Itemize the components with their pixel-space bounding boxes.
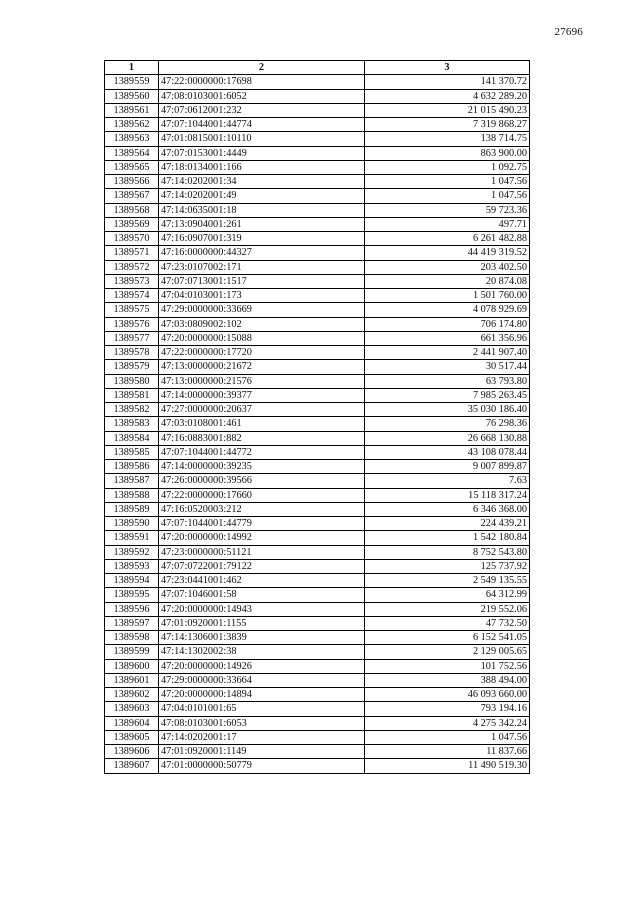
table-row [105,688,530,702]
amount-cell: 863 900.00 [365,146,530,160]
amount-cell: 2 441 907.40 [365,346,530,360]
row-id-cell: 1389597 [105,616,159,630]
amount-cell: 11 837.66 [365,745,530,759]
row-id-cell: 1389562 [105,118,159,132]
row-id-cell: 1389583 [105,417,159,431]
row-id-cell: 1389596 [105,602,159,616]
amount-cell: 35 030 186.40 [365,403,530,417]
cadastral-number-cell: 47:07:0612001:232 [159,103,365,117]
cadastral-number-cell: 47:23:0107002:171 [159,260,365,274]
row-id-cell: 1389595 [105,588,159,602]
amount-cell: 6 152 541.05 [365,631,530,645]
table-header-row [105,61,530,75]
table-row [105,89,530,103]
table-row [105,673,530,687]
table-row [105,289,530,303]
cadastral-number-cell: 47:20:0000000:14992 [159,531,365,545]
row-id-cell: 1389581 [105,388,159,402]
cadastral-number-cell: 47:07:1044001:44779 [159,517,365,531]
amount-cell: 6 261 482.88 [365,232,530,246]
amount-cell: 203 402.50 [365,260,530,274]
cadastral-number-cell: 47:22:0000000:17698 [159,75,365,89]
table-row [105,759,530,773]
amount-cell: 497.71 [365,217,530,231]
cadastral-number-cell: 47:20:0000000:14894 [159,688,365,702]
column-header-2: 2 [159,61,365,75]
data-table [104,60,530,774]
amount-cell: 793 194.16 [365,702,530,716]
table-row [105,317,530,331]
amount-cell: 76 298.36 [365,417,530,431]
row-id-cell: 1389566 [105,175,159,189]
table-row [105,445,530,459]
cadastral-number-cell: 47:07:1044001:44772 [159,445,365,459]
amount-cell: 138 714.75 [365,132,530,146]
amount-cell: 661 356.96 [365,331,530,345]
cadastral-number-cell: 47:08:0103001:6053 [159,716,365,730]
amount-cell: 59 723.36 [365,203,530,217]
table-row [105,260,530,274]
cadastral-number-cell: 47:26:0000000:39566 [159,474,365,488]
table-row [105,730,530,744]
cadastral-number-cell: 47:08:0103001:6052 [159,89,365,103]
amount-cell: 4 078 929.69 [365,303,530,317]
amount-cell: 1 047.56 [365,175,530,189]
cadastral-number-cell: 47:16:0000000:44327 [159,246,365,260]
cadastral-number-cell: 47:14:1306001:3839 [159,631,365,645]
cadastral-number-cell: 47:01:0000000:50779 [159,759,365,773]
table-row [105,160,530,174]
row-id-cell: 1389591 [105,531,159,545]
amount-cell: 26 668 130.88 [365,431,530,445]
table-row [105,232,530,246]
table-row [105,559,530,573]
cadastral-number-cell: 47:04:0101001:65 [159,702,365,716]
cadastral-number-cell: 47:13:0000000:21672 [159,360,365,374]
row-id-cell: 1389592 [105,545,159,559]
row-id-cell: 1389589 [105,502,159,516]
row-id-cell: 1389582 [105,403,159,417]
row-id-cell: 1389570 [105,232,159,246]
row-id-cell: 1389561 [105,103,159,117]
cadastral-number-cell: 47:14:0000000:39235 [159,460,365,474]
amount-cell: 47 732.50 [365,616,530,630]
row-id-cell: 1389564 [105,146,159,160]
table-row [105,488,530,502]
cadastral-number-cell: 47:01:0815001:10110 [159,132,365,146]
row-id-cell: 1389576 [105,317,159,331]
cadastral-number-cell: 47:22:0000000:17720 [159,346,365,360]
amount-cell: 706 174.80 [365,317,530,331]
row-id-cell: 1389593 [105,559,159,573]
table-row [105,531,530,545]
table-row [105,474,530,488]
cadastral-number-cell: 47:07:0713001:1517 [159,274,365,288]
row-id-cell: 1389573 [105,274,159,288]
table-row [105,631,530,645]
amount-cell: 101 752.56 [365,659,530,673]
amount-cell: 44 419 319.52 [365,246,530,260]
cadastral-number-cell: 47:07:0153001:4449 [159,146,365,160]
cadastral-number-cell: 47:23:0441001:462 [159,574,365,588]
cadastral-number-cell: 47:16:0520003:212 [159,502,365,516]
row-id-cell: 1389602 [105,688,159,702]
table-row [105,246,530,260]
cadastral-number-cell: 47:23:0000000:51121 [159,545,365,559]
page-number: 27696 [554,26,583,38]
row-id-cell: 1389567 [105,189,159,203]
row-id-cell: 1389586 [105,460,159,474]
amount-cell: 4 275 342.24 [365,716,530,730]
cadastral-number-cell: 47:07:1044001:44774 [159,118,365,132]
amount-cell: 1 501 760.00 [365,289,530,303]
amount-cell: 125 737.92 [365,559,530,573]
column-header-1: 1 [105,61,159,75]
amount-cell: 224 439.21 [365,517,530,531]
table-row [105,217,530,231]
table-row [105,75,530,89]
amount-cell: 8 752 543.80 [365,545,530,559]
cadastral-number-cell: 47:27:0000000:20637 [159,403,365,417]
row-id-cell: 1389605 [105,730,159,744]
table-row [105,702,530,716]
table-row [105,460,530,474]
table-row [105,360,530,374]
table-row [105,132,530,146]
row-id-cell: 1389568 [105,203,159,217]
cadastral-number-cell: 47:14:0635001:18 [159,203,365,217]
cadastral-number-cell: 47:07:1046001:58 [159,588,365,602]
row-id-cell: 1389575 [105,303,159,317]
row-id-cell: 1389559 [105,75,159,89]
cadastral-number-cell: 47:07:0722001:79122 [159,559,365,573]
cadastral-number-cell: 47:14:0202001:34 [159,175,365,189]
amount-cell: 11 490 519.30 [365,759,530,773]
table-row [105,146,530,160]
row-id-cell: 1389572 [105,260,159,274]
amount-cell: 21 015 490.23 [365,103,530,117]
table-row [105,616,530,630]
table-row [105,716,530,730]
table-body [105,75,530,773]
row-id-cell: 1389577 [105,331,159,345]
table-row [105,403,530,417]
amount-cell: 46 093 660.00 [365,688,530,702]
amount-cell: 141 370.72 [365,75,530,89]
table-row [105,545,530,559]
table-row [105,274,530,288]
amount-cell: 7 319 868.27 [365,118,530,132]
cadastral-number-cell: 47:22:0000000:17660 [159,488,365,502]
amount-cell: 2 129 005.65 [365,645,530,659]
cadastral-number-cell: 47:16:0907001:319 [159,232,365,246]
row-id-cell: 1389606 [105,745,159,759]
row-id-cell: 1389579 [105,360,159,374]
table-row [105,175,530,189]
table-row [105,303,530,317]
table-row [105,331,530,345]
table-row [105,602,530,616]
table-row [105,118,530,132]
cadastral-number-cell: 47:20:0000000:14943 [159,602,365,616]
table-row [105,588,530,602]
row-id-cell: 1389578 [105,346,159,360]
cadastral-number-cell: 47:01:0920001:1149 [159,745,365,759]
row-id-cell: 1389587 [105,474,159,488]
cadastral-number-cell: 47:18:0134001:166 [159,160,365,174]
table-row [105,517,530,531]
table-row [105,189,530,203]
row-id-cell: 1389560 [105,89,159,103]
amount-cell: 4 632 289.20 [365,89,530,103]
row-id-cell: 1389594 [105,574,159,588]
table-row [105,502,530,516]
cadastral-number-cell: 47:01:0920001:1155 [159,616,365,630]
cadastral-number-cell: 47:20:0000000:15088 [159,331,365,345]
table-row [105,203,530,217]
amount-cell: 63 793.80 [365,374,530,388]
amount-cell: 1 092.75 [365,160,530,174]
cadastral-number-cell: 47:29:0000000:33664 [159,673,365,687]
row-id-cell: 1389603 [105,702,159,716]
row-id-cell: 1389563 [105,132,159,146]
amount-cell: 64 312.99 [365,588,530,602]
table-row [105,431,530,445]
amount-cell: 6 346 368.00 [365,502,530,516]
amount-cell: 30 517.44 [365,360,530,374]
cadastral-number-cell: 47:14:0000000:39377 [159,388,365,402]
table-row [105,417,530,431]
amount-cell: 7 985 263.45 [365,388,530,402]
cadastral-number-cell: 47:14:0202001:17 [159,730,365,744]
amount-cell: 1 047.56 [365,189,530,203]
row-id-cell: 1389574 [105,289,159,303]
row-id-cell: 1389565 [105,160,159,174]
table-row [105,374,530,388]
row-id-cell: 1389569 [105,217,159,231]
table-row [105,645,530,659]
column-header-3: 3 [365,61,530,75]
cadastral-number-cell: 47:14:0202001:49 [159,189,365,203]
cadastral-number-cell: 47:03:0108001:461 [159,417,365,431]
row-id-cell: 1389585 [105,445,159,459]
row-id-cell: 1389604 [105,716,159,730]
cadastral-number-cell: 47:04:0103001:173 [159,289,365,303]
table-row [105,346,530,360]
amount-cell: 2 549 135.55 [365,574,530,588]
amount-cell: 15 118 317.24 [365,488,530,502]
table-row [105,659,530,673]
cadastral-number-cell: 47:29:0000000:33669 [159,303,365,317]
amount-cell: 7.63 [365,474,530,488]
row-id-cell: 1389588 [105,488,159,502]
row-id-cell: 1389600 [105,659,159,673]
amount-cell: 43 108 078.44 [365,445,530,459]
row-id-cell: 1389590 [105,517,159,531]
row-id-cell: 1389571 [105,246,159,260]
cadastral-number-cell: 47:13:0000000:21576 [159,374,365,388]
amount-cell: 219 552.06 [365,602,530,616]
table-row [105,574,530,588]
amount-cell: 20 874.08 [365,274,530,288]
row-id-cell: 1389601 [105,673,159,687]
table-row [105,388,530,402]
cadastral-number-cell: 47:20:0000000:14926 [159,659,365,673]
row-id-cell: 1389580 [105,374,159,388]
cadastral-number-cell: 47:14:1302002:38 [159,645,365,659]
cadastral-number-cell: 47:13:0904001:261 [159,217,365,231]
row-id-cell: 1389598 [105,631,159,645]
table-row [105,103,530,117]
row-id-cell: 1389607 [105,759,159,773]
table-row [105,745,530,759]
cadastral-number-cell: 47:03:0809002:102 [159,317,365,331]
amount-cell: 388 494.00 [365,673,530,687]
row-id-cell: 1389584 [105,431,159,445]
row-id-cell: 1389599 [105,645,159,659]
amount-cell: 1 542 180.84 [365,531,530,545]
cadastral-number-cell: 47:16:0883001:882 [159,431,365,445]
amount-cell: 9 007 899.87 [365,460,530,474]
amount-cell: 1 047.56 [365,730,530,744]
